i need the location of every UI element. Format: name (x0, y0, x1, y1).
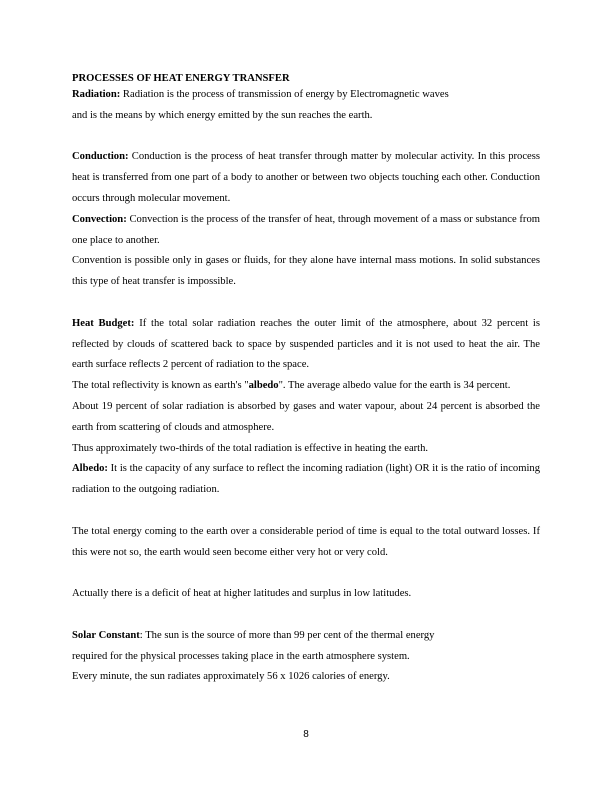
absorbed-paragraph: About 19 percent of solar radiation is absorbed by gases and water vapour, about 24 percent is absorbed the earth from scattering of clouds and atmosphere. (72, 400, 540, 433)
page-content (72, 72, 540, 688)
albedo-term: Albedo: (72, 463, 108, 475)
spacer (72, 563, 540, 584)
spacer (72, 293, 540, 314)
albedo-reflectivity-pre: The total reflectivity is known as earth's " (72, 380, 249, 392)
albedo-reflectivity-paragraph (72, 376, 540, 397)
radiation-term: Radiation: (72, 89, 121, 100)
total-energy-paragraph: The total energy coming to the earth over a considerable period of time is equal to the total outward losses. If this were not so, the earth would seen become either very hot or very cold. (72, 525, 540, 558)
albedo-text: It is the capacity of any surface to reflect the incoming radiation (light) OR it is the ratio of incoming radiation to the outgoing radiation. (72, 463, 540, 496)
albedo-reflectivity-post: ". The average albedo value for the earth is 34 percent. (278, 380, 511, 392)
deficit-paragraph: Actually there is a deficit of heat at higher latitudes and surplus in low latitudes. (72, 588, 412, 600)
radiation-text-line2: and is the means by which energy emitted by the sun reaches the earth. (72, 109, 373, 121)
albedo-paragraph (72, 459, 540, 501)
heat-budget-paragraph (72, 314, 540, 376)
solar-constant-paragraph (72, 626, 540, 688)
solar-constant-line3: Every minute, the sun radiates approximately 56 x 1026 calories of energy. (72, 671, 390, 683)
convection-term: Convection: (72, 213, 127, 225)
solar-constant-line1: : The sun is the source of more than 99 per cent of the thermal energy (139, 629, 435, 641)
effective-paragraph: Thus approximately two-thirds of the total radiation is effective in heating the earth. (72, 442, 429, 454)
heat-budget-text: If the total solar radiation reaches the outer limit of the atmosphere, about 32 percent is reflected by clouds of scattered back to space by suspended particles and it is not used to heat the air. The earth surface reflects 2 percent of radiation to the space. (72, 317, 540, 371)
page-number: 8 (303, 729, 309, 740)
solar-constant-line2: required for the physical processes taking place in the earth atmosphere system. (72, 650, 410, 662)
convection-note-paragraph: Convention is possible only in gases or fluids, for they alone have internal mass motions. In solid substances this type of heat transfer is impossible. (72, 255, 540, 288)
section-title: PROCESSES OF HEAT ENERGY TRANSFER (72, 73, 290, 84)
spacer (72, 127, 540, 148)
radiation-paragraph (72, 85, 540, 127)
convection-text: Convection is the process of the transfer of heat, through movement of a mass or substance from one place to another. (72, 213, 540, 246)
conduction-text: Conduction is the process of heat transfer through matter by molecular activity. In this process heat is transferred from one part of a body to another or between two objects touching each other. Conduction occurs through molecular movement. (72, 151, 540, 204)
spacer (72, 501, 540, 522)
albedo-word: albedo (248, 380, 279, 392)
solar-constant-term: Solar Constant (72, 629, 140, 641)
conduction-term: Conduction: (72, 151, 129, 163)
conduction-paragraph (72, 147, 540, 209)
convection-paragraph (72, 210, 540, 252)
heat-budget-term: Heat Budget: (72, 317, 135, 329)
radiation-text-line1: Radiation is the process of transmission of energy by Electromagnetic waves (120, 89, 449, 100)
spacer (72, 605, 540, 626)
